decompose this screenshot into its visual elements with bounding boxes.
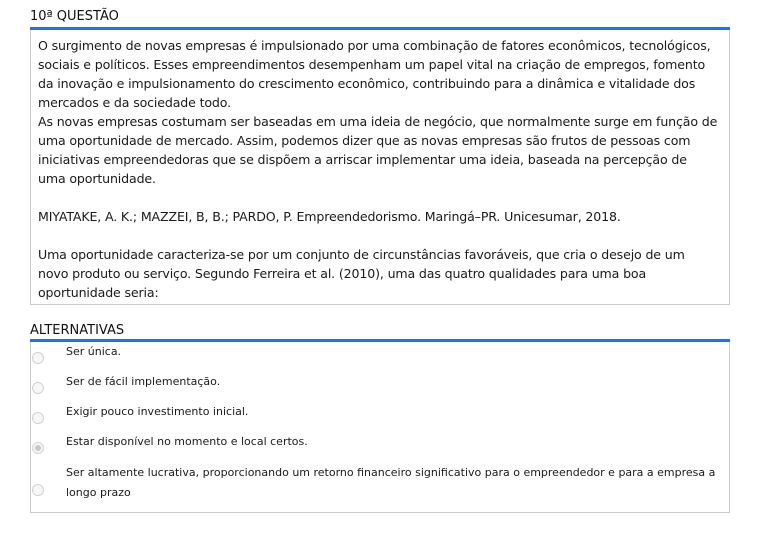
alternatives-title: ALTERNATIVAS [30,323,125,338]
alternative-option-1[interactable] [31,342,729,372]
spacer [38,226,718,245]
alternative-label[interactable]: Ser única. [66,345,122,358]
alternative-option-5[interactable] [31,462,729,510]
radio-button-icon[interactable] [32,382,44,394]
alternative-label[interactable]: Estar disponível no momento e local certos. [66,435,308,448]
alternative-label[interactable]: Ser altamente lucrativa, proporcionando um retorno financeiro significativo para o empreendedor e para a empresa a longo prazo [66,466,716,499]
alternatives-box [30,342,730,513]
question-reference: MIYATAKE, A. K.; MAZZEI, B, B.; PARDO, P. Empreendedorismo. Maringá–PR. Unicesumar, 2018. [38,209,621,224]
radio-button-icon[interactable] [32,412,44,424]
question-box [30,30,730,305]
spacer [38,188,718,207]
alternative-label[interactable]: Ser de fácil implementação. [66,375,221,388]
radio-button-icon[interactable] [32,352,44,364]
alternative-option-4[interactable] [31,432,729,462]
alternative-option-2[interactable] [31,372,729,402]
question-prompt: Uma oportunidade caracteriza-se por um conjunto de circunstâncias favoráveis, que cria o desejo de um novo produto ou serviço. Segundo Ferreira et al. (2010), uma das quatro qualidades para uma boa oportunidade seria: [38,247,685,300]
question-text [38,36,718,302]
question-title: 10ª QUESTÃO [30,9,119,24]
radio-button-icon[interactable] [32,484,44,496]
alternative-label[interactable]: Exigir pouco investimento inicial. [66,405,249,418]
question-paragraph-2: As novas empresas costumam ser baseadas em uma ideia de negócio, que normalmente surge em função de uma oportunidade de mercado. Assim, podemos dizer que as novas empresas são frutos de pessoas com iniciativas empreendedoras que se dispõem a arriscar implementar uma ideia, baseada na percepção de uma oportunidade. [38,114,718,186]
question-paragraph-1: O surgimento de novas empresas é impulsionado por uma combinação de fatores econômicos, tecnológicos, sociais e políticos. Esses empreendimentos desempenham um papel vital na criação de empregos, fomento da inovação e impulsionamento do crescimento econômico, contribuindo para a dinâmica e vitalidade dos mercados e da sociedade todo. [38,38,711,110]
radio-button-checked-icon[interactable] [32,442,44,454]
alternative-option-3[interactable] [31,402,729,432]
